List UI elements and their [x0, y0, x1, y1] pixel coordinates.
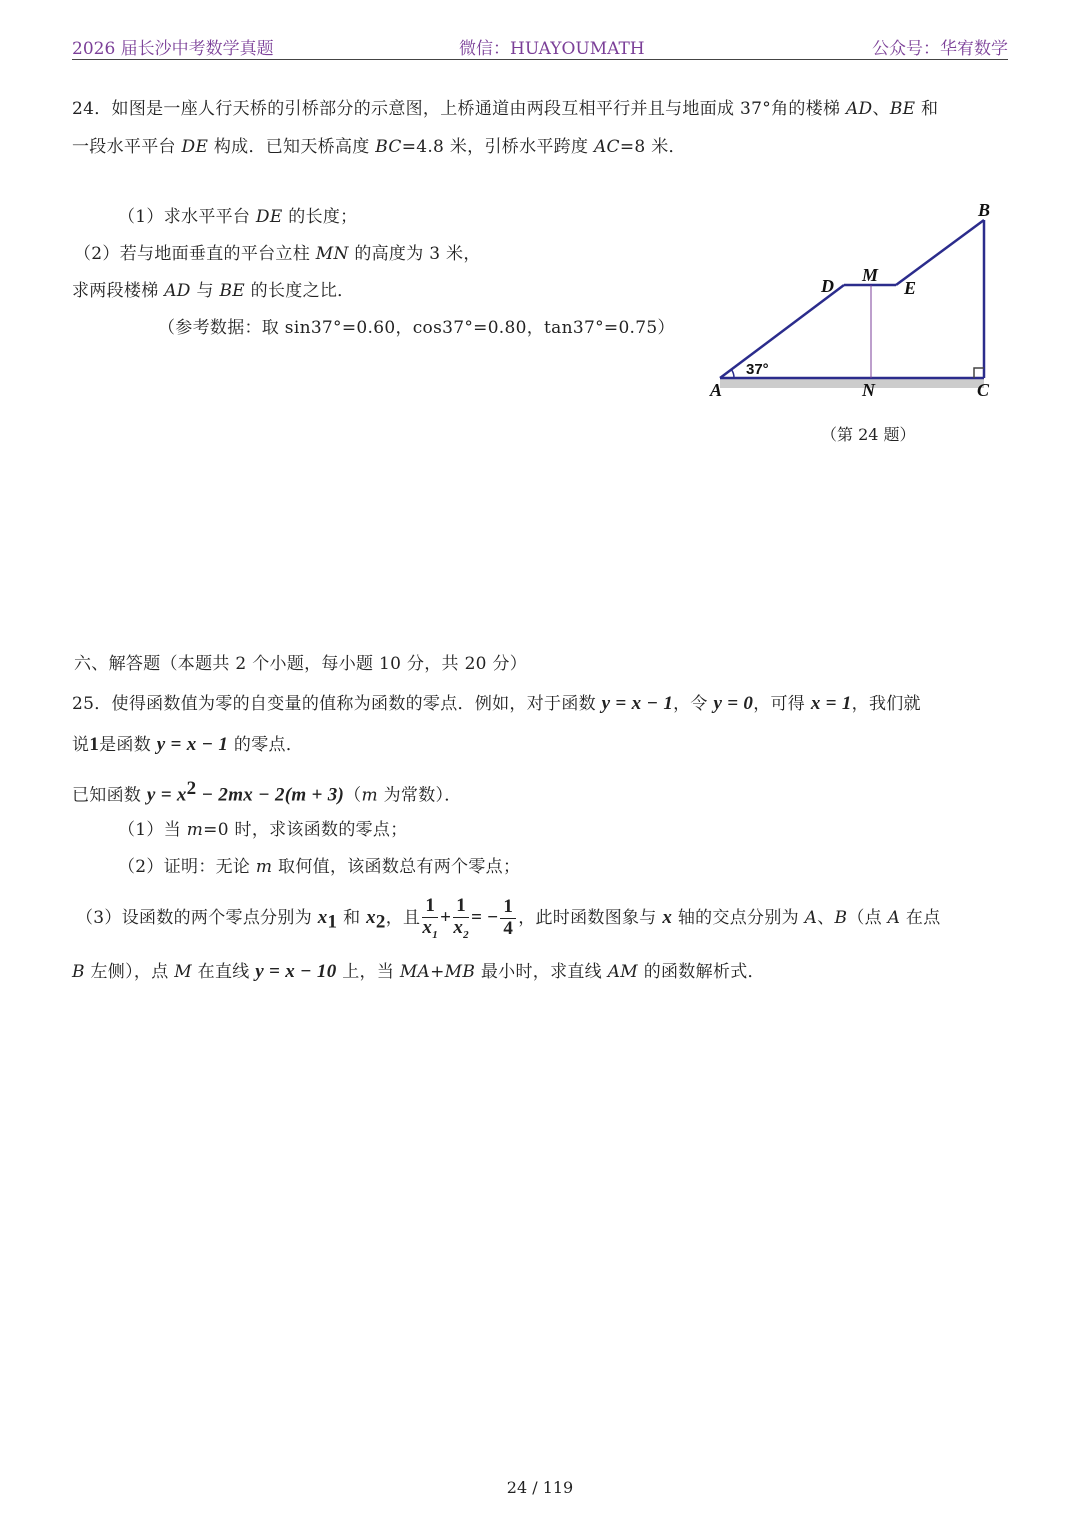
equals-minus: = − — [471, 907, 499, 928]
stair-ad — [720, 285, 844, 378]
q24-part2 — [74, 246, 481, 263]
var-x: x — [422, 917, 433, 938]
label-n: N — [862, 380, 875, 400]
q25-part3 — [76, 895, 941, 941]
q25-text: （2）证明：无论 — [118, 857, 256, 877]
q25-text: （点 — [847, 908, 888, 928]
q24-intro-line2 — [72, 139, 686, 156]
angle-arc — [731, 369, 734, 378]
var-b: B — [72, 962, 85, 982]
q25-text: 说 — [72, 735, 90, 755]
plus-sign: + — [440, 907, 452, 928]
q25-text: ，令 — [673, 694, 714, 714]
q24-text: （1）求水平平台 — [118, 207, 256, 227]
q25-text: 已知函数 — [72, 785, 147, 806]
fraction-numerator: 1 — [500, 897, 516, 919]
q24-part2-cont — [72, 283, 354, 300]
q24-text: 构成．已知天桥高度 — [208, 137, 376, 157]
ground — [720, 378, 984, 388]
q24-text: （2）若与地面垂直的平台立柱 — [74, 244, 316, 264]
var-x2: x — [366, 907, 376, 928]
q24-text: 求两段楼梯 — [72, 281, 165, 301]
subscript: 2 — [463, 928, 469, 941]
fraction-denominator — [453, 918, 469, 941]
q25-text: 的零点． — [228, 735, 304, 755]
fraction-1-over-x2 — [453, 896, 469, 941]
q25-part3-cont — [72, 962, 765, 981]
fraction-1-over-x1 — [422, 896, 438, 941]
q24-text: 、 — [872, 99, 890, 119]
formula: y = 0 — [713, 693, 754, 714]
label-a: A — [710, 380, 723, 400]
label-c: C — [977, 380, 990, 400]
q25-text: （3）设函数的两个零点分别为 — [76, 908, 318, 928]
q25-text: ，我们就 — [851, 694, 921, 714]
q25-text: 和 — [337, 908, 367, 928]
subscript: 1 — [432, 928, 439, 941]
formula: x = 1 — [810, 693, 852, 714]
formula: y = x — [146, 784, 187, 806]
q25-text: =0 时，求该函数的零点； — [203, 820, 408, 840]
var-x: x — [453, 917, 464, 938]
formula-exponent: 2 — [186, 778, 197, 799]
q25-text: 取何值，该函数总有两个零点； — [272, 857, 521, 877]
formula: 1 — [89, 734, 100, 755]
var-ac: AC — [593, 137, 620, 157]
var-ad: AD — [164, 281, 191, 301]
q24-intro-line1 — [72, 101, 938, 118]
var-bc: BC — [375, 137, 402, 157]
q24-part1 — [118, 209, 357, 226]
var-a: A — [804, 908, 818, 928]
fraction-numerator: 1 — [422, 896, 438, 918]
q24-text: 的长度之比． — [244, 281, 355, 301]
q25-text: 左侧），点 — [84, 962, 175, 982]
fraction-1-over-4 — [500, 897, 516, 940]
q24-text: 和 — [915, 99, 939, 119]
label-b: B — [978, 200, 991, 220]
expr-ma-mb: MA+MB — [399, 962, 476, 982]
angle-label: 37° — [746, 361, 769, 378]
var-m: m — [361, 785, 378, 806]
var-de: DE — [255, 207, 283, 227]
subscript: 1 — [327, 911, 338, 933]
var-m: m — [186, 820, 204, 840]
q24-text: 的长度； — [282, 207, 358, 227]
var-ad: AD — [845, 99, 873, 119]
q24-text: 24．如图是一座人行天桥的引桥部分的示意图，上桥通道由两段互相平行并且与地面成 37°角的楼梯 — [72, 99, 846, 119]
formula: y = x − 10 — [255, 961, 337, 982]
q25-text: （ — [344, 785, 362, 806]
q24-text: 与 — [190, 281, 220, 301]
var-m-point: M — [174, 962, 192, 982]
q24-reference-data: （参考数据：取 sin37°=0.60，cos37°=0.80，tan37°=0.75） — [158, 318, 675, 338]
q25-text: 在直线 — [191, 962, 256, 982]
page-number: 24 / 119 — [506, 1478, 574, 1497]
fraction-denominator — [422, 918, 438, 941]
label-e: E — [904, 278, 917, 298]
var-a: A — [887, 908, 901, 928]
subscript: 2 — [375, 911, 386, 933]
var-be: BE — [219, 281, 245, 301]
formula: y = x − 1 — [601, 693, 674, 714]
q25-text: 、 — [817, 908, 835, 928]
q24-text: 一段水平平台 — [72, 137, 182, 157]
var-am: AM — [607, 962, 638, 982]
var-mn: MN — [315, 244, 349, 264]
q24-text: =4.8 米，引桥水平跨度 — [401, 137, 594, 157]
q25-text: 在点 — [900, 908, 941, 928]
q25-text: 最小时，求直线 — [475, 962, 608, 982]
label-d: D — [821, 276, 834, 296]
q25-text: 轴的交点分别为 — [672, 908, 805, 928]
var-m: m — [255, 857, 273, 877]
figure-caption: （第 24 题） — [821, 425, 916, 444]
q25-text: ，且 — [385, 908, 421, 928]
section-title: 六、解答题（本题共 2 个小题，每小题 10 分，共 20 分） — [74, 654, 528, 674]
q25-text: ，可得 — [753, 694, 811, 714]
fraction-denominator: 4 — [503, 918, 514, 939]
formula: − 2mx − 2(m + 3) — [196, 784, 345, 806]
q25-text: 的函数解析式． — [637, 962, 765, 982]
q25-part1 — [118, 822, 408, 839]
var-x1: x — [317, 907, 328, 928]
var-be: BE — [889, 99, 916, 119]
q25-line2 — [72, 735, 303, 754]
stair-be — [896, 220, 984, 285]
header-left: 2026 届长沙中考数学真题 — [72, 39, 274, 59]
q25-line1 — [72, 694, 921, 713]
q25-text: 25．使得函数值为零的自变量的值称为函数的零点．例如，对于函数 — [72, 694, 602, 714]
q25-text: ，此时函数图象与 — [518, 908, 663, 928]
var-x: x — [662, 907, 673, 928]
var-b: B — [834, 908, 848, 928]
var-de: DE — [181, 137, 209, 157]
right-angle-mark — [974, 368, 984, 378]
formula: y = x − 1 — [156, 734, 229, 755]
q25-text: 上，当 — [336, 962, 400, 982]
header-divider — [72, 59, 1008, 60]
q24-text: 的高度为 3 米， — [348, 244, 481, 264]
q25-text: 是函数 — [99, 735, 157, 755]
label-m: M — [862, 265, 879, 285]
q25-text: 为常数）． — [377, 785, 462, 806]
q24-text: =8 米． — [619, 137, 686, 157]
bridge-figure — [700, 195, 1020, 410]
q25-text: （1）当 — [118, 820, 187, 840]
q25-part2 — [118, 859, 520, 876]
header-right: 公众号：华宥数学 — [872, 39, 1008, 59]
q25-line3 — [72, 779, 462, 805]
header-center: 微信：HUAYOUMATH — [459, 39, 645, 59]
fraction-numerator: 1 — [453, 896, 469, 918]
